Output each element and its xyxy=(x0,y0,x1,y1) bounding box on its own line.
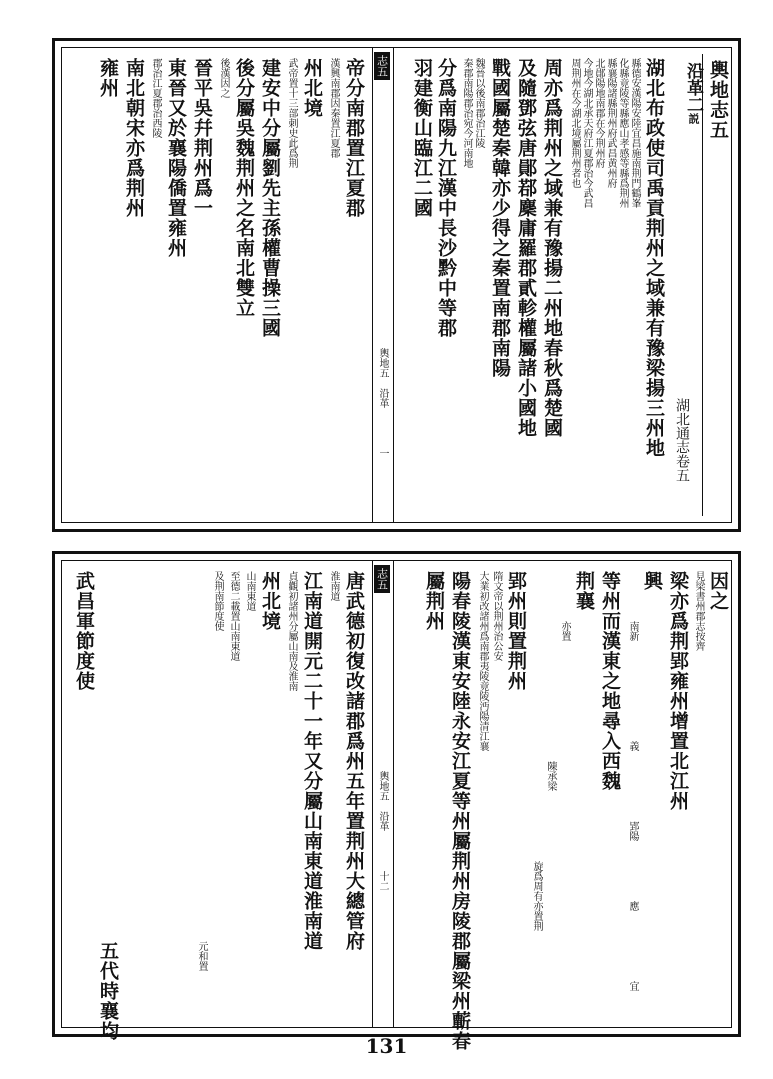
main-text-line: 後分屬吳魏荆州之名南北雙立 xyxy=(233,58,255,318)
annotation-line: 後漢因之 xyxy=(218,58,229,98)
annotation-line: 貞觀初諸州分屬山南及淮南 xyxy=(286,571,297,691)
annotation-line: 魏晉以後南郡治江陵 xyxy=(473,58,484,148)
annotation-line: 南新 xyxy=(627,621,638,641)
chapter-heading xyxy=(684,62,701,124)
annotation-line: 淮南道 xyxy=(328,571,339,601)
main-text-line: 唐武德初復改諸郡爲州五年置荆州大總管府 xyxy=(343,571,365,951)
main-text-line: 建安中分屬劉先主孫權曹操三國 xyxy=(259,58,281,338)
main-text-line: 荆襄 xyxy=(573,571,595,611)
main-text-line: 州北境 xyxy=(259,571,281,631)
annotation-line: 山南東道 xyxy=(244,571,255,611)
main-text-line: 興 xyxy=(641,571,663,591)
main-text-line: 湖北布政使司禹貢荆州之域兼有豫梁揚三州地 xyxy=(643,58,665,458)
main-text-line: 陽春陵漢東安陸永安江夏等州屬荆州房陵郡屬梁州蘄春 xyxy=(449,571,471,1051)
fold-label-num: 十二 xyxy=(377,871,388,891)
main-text-line: 分爲南陽九江漢中長沙黔中等郡 xyxy=(435,58,457,338)
page-number: 131 xyxy=(365,1034,408,1058)
annotation-line: 郡治江夏郡治西陵 xyxy=(150,58,161,138)
main-text-line: 周亦爲荆州之域兼有豫揚二州地春秋爲楚國 xyxy=(541,58,563,438)
main-text-line: 因之 xyxy=(707,571,729,611)
fold-label-mid: 輿地五 沿革 xyxy=(377,771,388,831)
annotation-line: 漢興南郡因秦置江夏郡 xyxy=(328,58,339,158)
volume-title: 湖北通志卷五 xyxy=(674,398,690,482)
annotation-line: 縣德安漢陽安陸宜昌施南荆門鶴峯 xyxy=(629,58,640,208)
annotation-line: 隋文帝以荆州治公安 xyxy=(491,571,502,661)
main-text-line: 戰國屬楚秦韓亦少得之秦置南郡南陽 xyxy=(489,58,511,378)
main-text-line: 江南道開元二十一年又分屬山南東道淮南道 xyxy=(301,571,323,951)
annotation-line: 義 xyxy=(627,741,638,751)
annotation-line: 見梁書州郡志按齊 xyxy=(693,571,704,651)
main-text-line: 晉平吳幷荆州爲一 xyxy=(191,58,213,218)
annotation-line: 元和置 xyxy=(196,941,207,971)
annotation-line: 郢陽 xyxy=(627,821,638,841)
top-page-inner-border xyxy=(61,47,732,523)
main-text-line: 東晉又於襄陽僑置雍州 xyxy=(165,58,187,258)
fold-label-top: 志五 xyxy=(374,52,390,80)
bottom-fold-strip xyxy=(372,561,394,1027)
fold-label-num: 一 xyxy=(377,448,388,458)
annotation-line: 周荆州在今湖北境屬荆州者也 xyxy=(569,58,580,188)
main-text-line: 南北朝宋亦爲荆州 xyxy=(123,58,145,218)
annotation-line: 應 xyxy=(627,901,638,911)
annotation-line: 陳承梁 xyxy=(545,761,556,791)
annotation-line: 宜 xyxy=(627,981,638,991)
annotation-line: 大業初改諸州爲南郡夷陵竟陵沔陽清江襄 xyxy=(477,571,488,751)
main-text-line: 等州而漢東之地尋入西魏 xyxy=(599,571,621,791)
annotation-line: 武帝置十三部刺史此爲荆 xyxy=(286,58,297,168)
book-title: 輿地志五 xyxy=(707,60,729,140)
annotation-line: 化縣竟陵等縣應山孝感等縣爲荆州 xyxy=(617,58,628,208)
annotation-line: 縣襄陽諸縣荆州府武昌黄州府 xyxy=(605,58,616,188)
fold-label-top: 志五 xyxy=(374,565,390,593)
fold-label-mid: 輿地五 沿革 xyxy=(377,348,388,408)
main-text-line: 五代時襄均 xyxy=(97,941,119,1041)
annotation-line: 旋爲周有亦置荆 xyxy=(531,861,542,931)
main-text-line: 武昌軍節度使 xyxy=(73,571,95,691)
annotation-line: 及荆南節度使 xyxy=(212,571,223,631)
main-text-line: 屬荆州 xyxy=(423,571,445,631)
main-text-line: 郢州則置荆州 xyxy=(505,571,527,691)
main-text-line: 羽建衡山臨江二國 xyxy=(411,58,433,218)
main-text-line: 雍州 xyxy=(97,58,119,98)
annotation-line: 今地今湖北承天府江夏郡治今武昌 xyxy=(581,58,592,208)
chapter-subtitle: 説 xyxy=(687,113,700,124)
chapter-title: 沿革二 xyxy=(683,62,703,113)
top-fold-strip xyxy=(372,48,394,522)
main-text-line: 及隨鄧弦唐鄖鄀麇庸羅郡貳軫權屬諸小國地 xyxy=(515,58,537,438)
main-text-line: 州北境 xyxy=(301,58,323,118)
annotation-line: 北鄖陽地南郡在今荆州府 xyxy=(593,58,604,168)
annotation-line: 秦郡南陽郡治宛今河南地 xyxy=(461,58,472,168)
main-text-line: 梁亦爲荆郢雍州增置北江州 xyxy=(667,571,689,811)
annotation-line: 至德二載置山南東道 xyxy=(228,571,239,661)
main-text-line: 帝分南郡置江夏郡 xyxy=(343,58,365,218)
top-page-frame xyxy=(52,38,741,532)
annotation-line: 亦置 xyxy=(559,621,570,641)
